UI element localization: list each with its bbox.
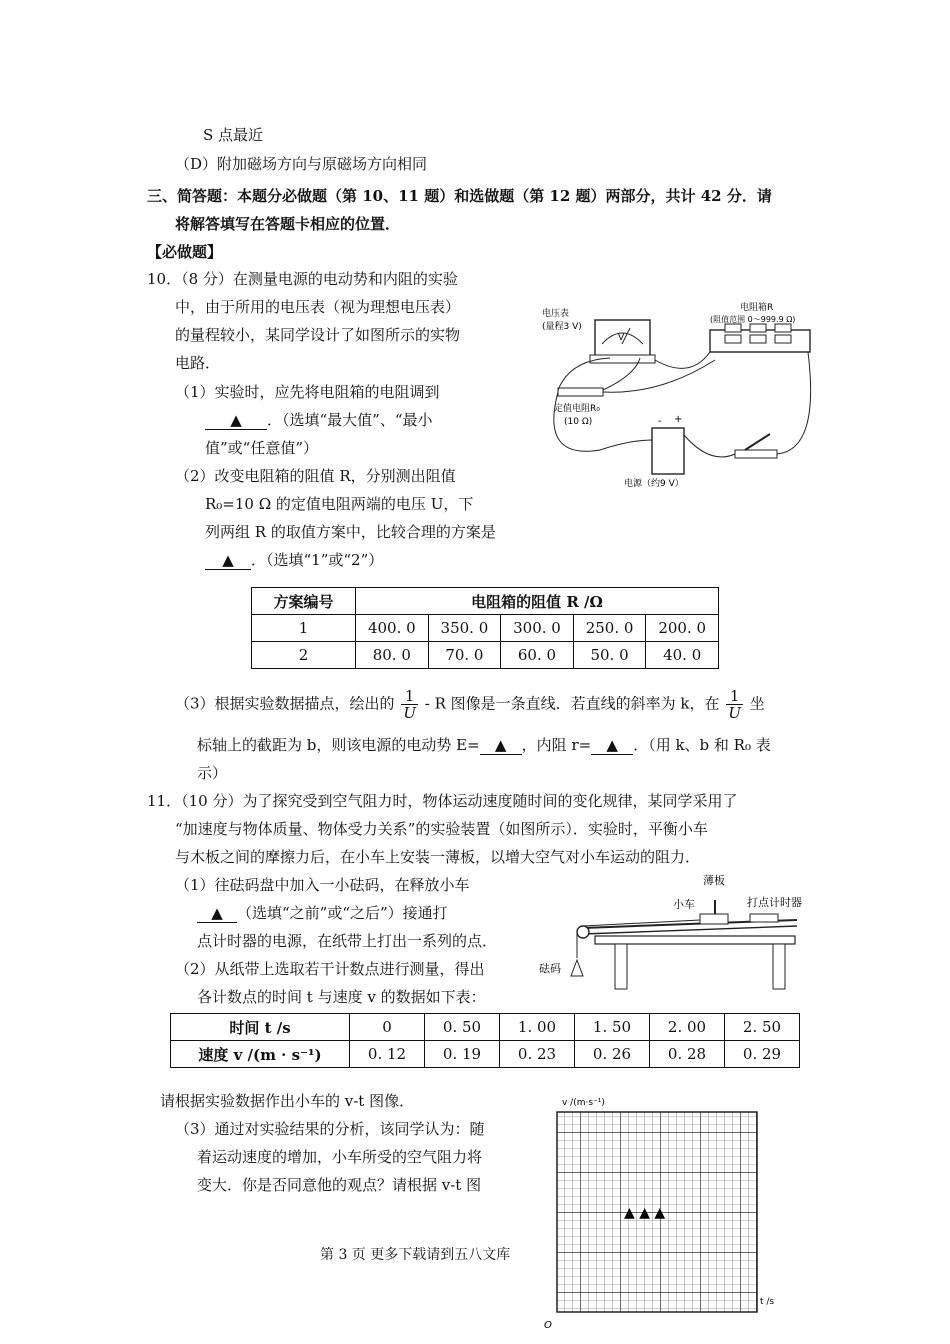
table-cell: 60. 0 [501,642,574,669]
table-cell: 0. 28 [650,1041,725,1068]
q10-part1-line2 [205,409,433,431]
table-cell: 0. 12 [350,1041,425,1068]
q10-part3 [175,688,765,721]
circuit-figure [540,300,830,496]
q11-intro: 11．（10 分）为了探究受到空气阻力时，物体运动速度随时间的变化规律，某同学采用了 [147,792,738,810]
table-cell: 0. 23 [500,1041,575,1068]
q10-part1-hint: ．（选填“最大值”、“最小 [267,411,433,429]
option-d: （D）附加磁场方向与原磁场方向相同 [175,155,428,173]
answer-blank[interactable]: ▲ [205,551,251,570]
q10-part3-line2: 标轴上的截距为 b，则该电源的电动势 E= ▲ ，内阻 r= ▲ ．（用 k、b 和 R₀ 表 [197,736,771,754]
answer-blank[interactable]: ▲ [591,736,633,755]
q11-part1-line3: 点计时器的电源，在纸带上打出一系列的点． [197,932,498,950]
box-label: 电阻箱R [740,303,774,313]
q10-part2-line4 [205,549,383,571]
table-cell: 1 [252,615,356,642]
q10-part1: （1）实验时，应先将电阻箱的电阻调到 [175,383,440,401]
required-label: 【必做题】 [147,243,223,261]
table-cell: 2. 00 [650,1014,725,1041]
table-cell: 速度 v /(m · s⁻¹) [171,1041,350,1068]
table-cell: 0. 50 [425,1014,500,1041]
q10-part3-text-2: - R 图像是一条直线．若直线的斜率为 k，在 [424,694,720,713]
q11-part2: （2）从纸带上选取若干计数点进行测量，得出 [175,960,485,978]
fraction-1-over-u: $\frac{1}{U}$ [403,687,416,722]
table-cell: 250. 0 [573,615,646,642]
table-cell: 2. 50 [725,1014,800,1041]
section-heading-cont: 将解答填写在答题卡相应的位置． [175,215,401,233]
table-cell: 0 [350,1014,425,1041]
answer-blank[interactable]: ▲ [480,736,522,755]
q11-part3-line2: 着运动速度的增加，小车所受的空气阻力将 [197,1148,483,1166]
q11-part2-line2: 各计数点的时间 t 与速度 v 的数据如下表： [197,988,486,1006]
table-cell: 时间 t /s [171,1014,350,1041]
q11-intro-2: “加速度与物体质量、物体受力关系”的实验装置（如图所示）．实验时，平衡小车 [175,820,708,838]
table-cell: 1. 00 [500,1014,575,1041]
table-cell: 70. 0 [428,642,501,669]
q10-table [251,587,719,669]
table-cell: 40. 0 [646,642,719,669]
q11-part2-line3: 请根据实验数据作出小车的 v-t 图像． [160,1092,415,1110]
q10-part3-line3: 示） [197,764,228,782]
q11-part3-line3: 变大．你是否同意他的观点？请根据 v-t 图 [197,1176,482,1194]
table-row [171,1041,800,1068]
table-cell: 1. 50 [575,1014,650,1041]
source-label: 电源（约9 V） [624,479,684,489]
resistor-value: (10 Ω) [564,417,593,427]
q10-intro-3: 的量程较小，某同学设计了如图所示的实物 [175,326,461,344]
table-cell: 300. 0 [501,615,574,642]
q10-part2-hint: ．（选填“1”或“2”） [251,551,384,569]
battery-minus: - [658,416,662,427]
timer-label: 打点计时器 [747,896,802,909]
resistor-label: 定值电阻R₀ [554,404,600,414]
q11-part3: （3）通过对实验结果的分析，该同学认为：随 [175,1120,485,1138]
table-row [171,1014,800,1041]
vt-graph-paper[interactable] [540,1092,790,1332]
answer-marks: ▲ ▲ ▲ [624,1205,666,1221]
section-heading: 三、简答题：本题分必做题（第 10、11 题）和选做题（第 12 题）两部分，共计 42 分．请 [147,187,772,205]
table-cell: 200. 0 [646,615,719,642]
q10-part2-line3: 列两组 R 的取值方案中，比较合理的方案是 [205,523,496,541]
cart-label: 小车 [673,898,695,911]
table-header: 方案编号 [252,588,356,615]
y-axis-label: v /(m·s⁻¹) [562,1098,605,1108]
q10-part1-line3: 值”或“任意值”） [205,439,319,457]
q11-part1-line2: ▲ （选填“之前”或“之后”）接通打 [197,902,448,924]
table-row [252,615,719,642]
table-cell: 350. 0 [428,615,501,642]
q10-part3-text-3: 坐 [749,694,765,713]
q10-intro: 10．（8 分）在测量电源的电动势和内阻的实验 [147,270,458,288]
table-cell: 0. 26 [575,1041,650,1068]
table-cell: 0. 29 [725,1041,800,1068]
voltmeter-label: 电压表 [542,309,570,319]
q10-intro-2: 中，由于所用的电压表（视为理想电压表） [175,298,461,316]
table-header: 电阻箱的阻值 R /Ω [356,588,719,615]
answer-blank[interactable]: ▲ [205,411,267,430]
table-cell: 2 [252,642,356,669]
page-footer: 第 3 页 更多下载请到五八文库 [320,1247,511,1263]
table-cell: 400. 0 [356,615,429,642]
table-cell: 80. 0 [356,642,429,669]
origin-label: O [544,1320,552,1331]
box-range: (阻值范围 0～999.9 Ω) [710,315,796,324]
apparatus-figure [535,872,820,992]
q10-part2: （2）改变电阻箱的阻值 R，分别测出阻值 [175,467,456,485]
fraction-1-over-u: $\frac{1}{U}$ [728,687,741,722]
x-axis-label: t /s [760,1297,775,1307]
option-c-tail: S 点最近 [203,126,264,144]
battery-plus: + [674,414,683,425]
answer-blank[interactable]: ▲ [197,904,237,923]
q11-table [170,1013,800,1068]
voltmeter-range: (量程3 V) [542,322,582,332]
q11-intro-3: 与木板之间的摩擦力后，在小车上安装一薄板，以增大空气对小车运动的阻力． [175,848,701,866]
table-cell: 50. 0 [573,642,646,669]
weight-label: 砝码 [539,962,561,975]
q11-part1: （1）往砝码盘中加入一小砝码，在释放小车 [175,876,470,894]
table-row [252,642,719,669]
q10-part3-text: （3）根据实验数据描点，绘出的 [175,694,395,713]
plate-label: 薄板 [703,874,725,887]
q10-part2-line2: R₀=10 Ω 的定值电阻两端的电压 U，下 [205,495,474,513]
voltmeter-symbol: V [618,333,625,343]
table-cell: 0. 19 [425,1041,500,1068]
q10-intro-4: 电路． [175,354,221,372]
